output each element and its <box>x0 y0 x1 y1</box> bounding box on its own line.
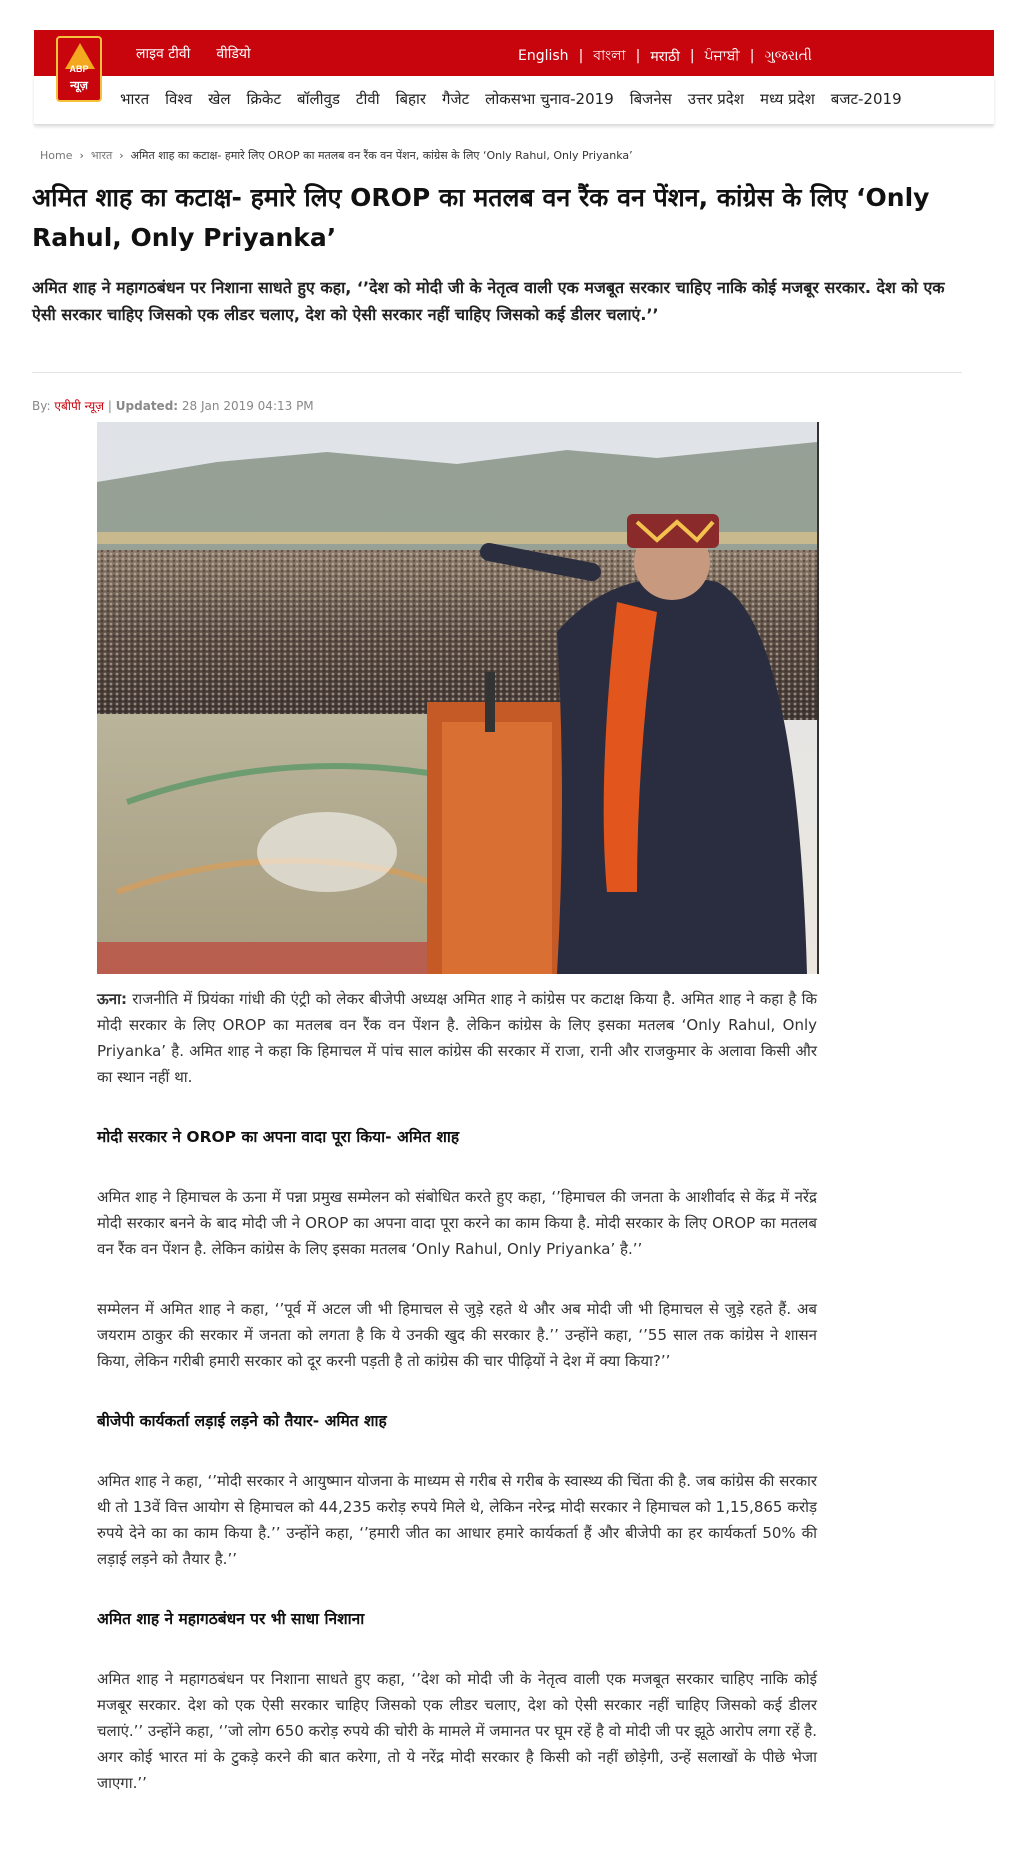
lang-punjabi[interactable]: ਪੰਜਾਬੀ <box>704 48 740 64</box>
lead-paragraph <box>97 986 817 1090</box>
nav-item-budget-2019[interactable]: बजट-2019 <box>830 90 902 108</box>
paragraph: अमित शाह ने हिमाचल के ऊना में पन्ना प्रमुख सम्मेलन को संबोधित करते हुए कहा, ‘’हिमाचल की जनता के आशीर्वाद से केंद्र में नरेंद्र मोदी सरकार बनने के बाद मोदी जी ने OROP का अपना वादा पूरा करने का काम किया है. मोदी सरकार के लिए OROP का मतलब वन रैंक वन पेंशन है. लेकिन कांग्रेस के लिए इसका मतलब ‘Only Rahul, Only Priyanka’ है.’’ <box>97 1188 817 1258</box>
nav-item-uttar-pradesh[interactable]: उत्तर प्रदेश <box>687 90 744 108</box>
nav-item-loksabha-2019[interactable]: लोकसभा चुनाव-2019 <box>485 90 614 108</box>
breadcrumb-home[interactable]: Home <box>40 149 73 162</box>
rally-photo-illustration <box>97 422 817 974</box>
lang-separator: | <box>578 48 584 64</box>
paragraph: अमित शाह ने महागठबंधन पर निशाना साधते हुए कहा, ‘’देश को मोदी जी के नेतृत्व वाली एक मजबूत सरकार चाहिए नाकि कोई मजबूर सरकार. देश को एक ऐसी सरकार चाहिए जिसको एक लीडर चलाए, देश को ऐसी सरकार नहीं चाहिए जिसको कई डीलर चलाएं.’’ उन्होंने कहा, ‘’जो लोग 650 करोड़ रुपये की चोरी के मामले में जमानत पर घूम रहें है वो मोदी जी पर झूठे आरोप लगा रहें है. अगर कोई भारत मां के टुकड़े करने की बात करेगा, तो ये नरेंद्र मोदी सरकार है किसी को नहीं छोड़ेगी, उन्हें सलाखों के पीछे भेजा जाएगा.’’ <box>97 1670 817 1792</box>
nav-item-tv[interactable]: टीवी <box>355 90 380 108</box>
nav-item-bharat[interactable]: भारत <box>120 90 150 108</box>
paragraph: अमित शाह ने कहा, ‘’मोदी सरकार ने आयुष्मान योजना के माध्यम से गरीब से गरीब के स्वास्थ्य की चिंता की है. जब कांग्रेस की सरकार थी तो 13वें वित्त आयोग से हिमाचल को 44,235 करोड़ रुपये मिले थे, लेकिन नरेन्द्र मोदी सरकार ने हिमाचल को 1,15,865 करोड़ रुपये देने का का काम किया है.’’ उन्होंने कहा, ‘’हमारी जीत का आधार हमारे कार्यकर्ता हैं और बीजेपी का हर कार्यकर्ता 50% की लड़ाई लड़ने को तैयार है.’’ <box>97 1472 818 1568</box>
site-header <box>34 30 994 124</box>
main-nav <box>34 76 994 125</box>
abp-news-logo[interactable] <box>56 36 102 102</box>
subheading-orop: मोदी सरकार ने OROP का अपना वादा पूरा किया- अमित शाह <box>97 1128 460 1146</box>
by-label: By: <box>32 399 51 413</box>
video-link[interactable]: वीडियो <box>216 46 251 62</box>
live-tv-link[interactable]: लाइव टीवी <box>136 46 191 62</box>
breadcrumb-current: अमित शाह का कटाक्ष- हमारे लिए OROP का मतलब वन रैंक वन पेंशन, कांग्रेस के लिए ‘Only Rahul, Only Priyanka’ <box>130 149 633 162</box>
chevron-right-icon: › <box>119 149 124 162</box>
logo-abp-text: ABP <box>69 64 89 74</box>
updated-time: 28 Jan 2019 04:13 PM <box>181 399 314 413</box>
article-image <box>97 422 819 974</box>
nav-item-khel[interactable]: खेल <box>208 90 231 108</box>
top-links <box>136 44 251 63</box>
logo-news-text: न्यूज़ <box>70 79 88 92</box>
breadcrumb-section[interactable]: भारत <box>90 149 113 162</box>
lead-text: राजनीति में प्रियंका गांधी की एंट्री को लेकर बीजेपी अध्यक्ष अमित शाह ने कांग्रेस पर कटाक्ष किया है. अमित शाह ने कहा है कि मोदी सरकार के लिए OROP का मतलब वन रैंक वन पेंशन है. लेकिन कांग्रेस के लिए इसका मतलब ‘Only Rahul, Only Priyanka’ है. अमित शाह ने कहा कि हिमाचल में पांच साल कांग्रेस की सरकार में राजा, रानी और राजकुमार के अलावा किसी और का स्थान नहीं था. <box>97 990 817 1086</box>
paragraph: सम्मेलन में अमित शाह ने कहा, ‘’पूर्व में अटल जी भी हिमाचल से जुड़े रहते थे और अब मोदी जी भी हिमाचल से जुड़े रहते हैं. अब जयराम ठाकुर की सरकार में जनता को लगता है कि ये उनकी खुद की सरकार है.’’ उन्होंने कहा, ‘’55 साल तक कांग्रेस ने शासन किया, लेकिन गरीबी हमारी सरकार को दूर करनी पड़ती है तो कांग्रेस की चार पीढ़ियों ने देश में क्या किया?’’ <box>97 1300 817 1370</box>
nav-item-bihar[interactable]: बिहार <box>395 90 427 108</box>
dateline: ऊना: <box>97 990 127 1008</box>
top-bar <box>34 30 994 76</box>
nav-item-vishwa[interactable]: विश्व <box>165 90 193 108</box>
breadcrumb <box>40 148 633 163</box>
author-link[interactable]: एबीपी न्यूज़ <box>54 399 105 413</box>
article-summary: अमित शाह ने महागठबंधन पर निशाना साधते हुए कहा, ‘’देश को मोदी जी के नेतृत्व वाली एक मजबूत सरकार चाहिए नाकि कोई मजबूर सरकार. देश को एक ऐसी सरकार चाहिए जिसको एक लीडर चलाए, देश को ऐसी सरकार नहीं चाहिए जिसको कई डीलर चलाएं.’’ <box>32 278 945 324</box>
updated-label: Updated: <box>115 399 179 413</box>
lang-bangla[interactable]: বাংলা <box>593 48 626 64</box>
nav-item-bollywood[interactable]: बॉलीवुड <box>297 90 340 108</box>
subheading-mahagathbandhan: अमित शाह ने महागठबंधन पर भी साधा निशाना <box>97 1610 365 1628</box>
lang-separator: | <box>635 48 641 64</box>
nav-item-business[interactable]: बिजनेस <box>629 90 672 108</box>
nav-item-cricket[interactable]: क्रिकेट <box>246 90 282 108</box>
subheading-workers: बीजेपी कार्यकर्ता लड़ाई लड़ने को तैयार- अमित शाह <box>97 1412 387 1430</box>
lang-marathi[interactable]: मराठी <box>650 48 680 65</box>
lang-english[interactable]: English <box>518 48 569 64</box>
nav-item-madhya-pradesh[interactable]: मध्य प्रदेश <box>759 90 815 108</box>
chevron-right-icon: › <box>79 149 84 162</box>
lang-gujarati[interactable]: ગુજરાતી <box>764 48 812 64</box>
lang-separator: | <box>749 48 755 64</box>
nav-item-gadget[interactable]: गैजेट <box>442 90 470 108</box>
article-meta <box>32 397 314 414</box>
article-title: अमित शाह का कटाक्ष- हमारे लिए OROP का मतलब वन रैंक वन पेंशन, कांग्रेस के लिए ‘Only Rahul, Only Priyanka’ <box>32 183 930 252</box>
language-switcher <box>518 44 812 68</box>
lang-separator: | <box>689 48 695 64</box>
divider <box>32 372 962 373</box>
meta-separator: | <box>107 399 112 413</box>
article-body <box>97 986 817 1830</box>
